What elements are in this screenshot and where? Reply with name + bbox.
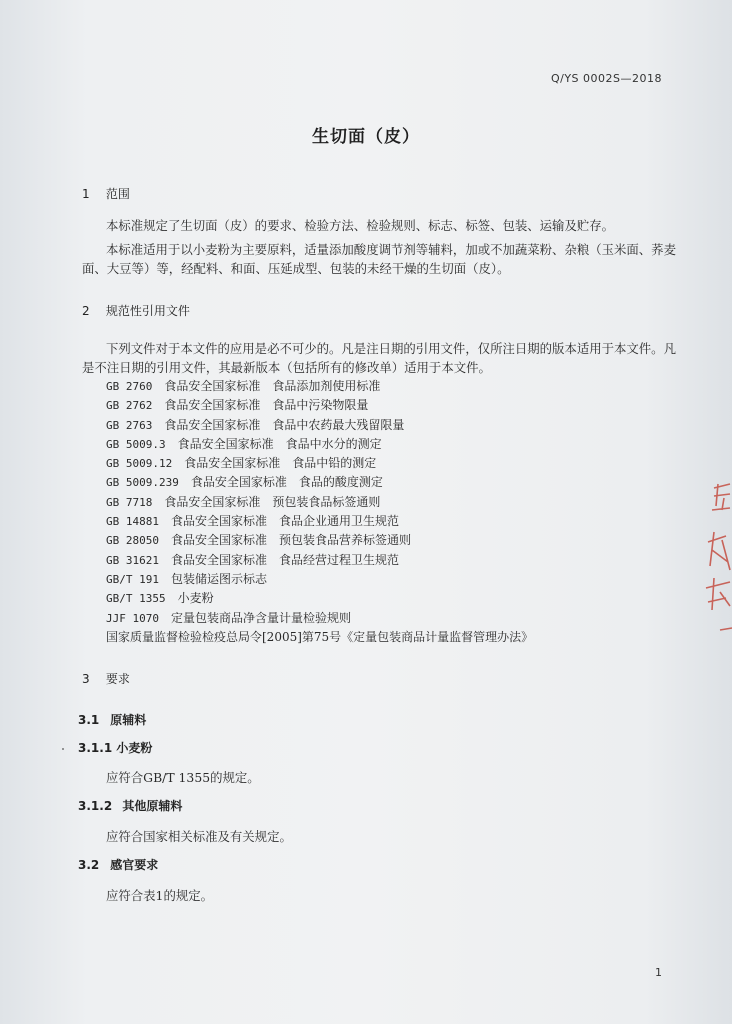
scope-paragraph-2: 本标准适用于以小麦粉为主要原料，适量添加酸度调节剂等辅料，加或不加蔬菜粉、杂粮（玉米面、荞麦面、大豆等）等，经配料、和面、压延成型、包装的未经干燥的生切面（皮）。 <box>82 242 676 276</box>
reference-title: 食品安全国家标准 食品中污染物限量 <box>164 398 369 413</box>
section-title: 范围 <box>105 187 130 201</box>
section-heading-normative-references <box>82 302 190 319</box>
reference-code: GB/T 1355 <box>106 592 166 606</box>
page-title: 生切面（皮） <box>312 127 420 147</box>
section-number: 2 <box>82 304 90 318</box>
references-intro-paragraph: 下列文件对于本文件的应用是必不可少的。凡是注日期的引用文件，仅所注日期的版本适用于本文件。凡是不注日期的引用文件，其最新版本（包括所有的修改单）适用于本文件。 <box>82 341 676 375</box>
reference-title: 食品安全国家标准 食品企业通用卫生规范 <box>171 514 400 529</box>
reference-code: GB/T 191 <box>106 572 159 586</box>
section-title: 其他原辅料 <box>122 799 183 813</box>
reference-code: GB 5009.239 <box>106 476 179 490</box>
reference-title: 食品安全国家标准 食品的酸度测定 <box>190 475 383 490</box>
reference-item <box>106 493 533 512</box>
reference-title: 食品安全国家标准 预包装食品营养标签通则 <box>171 533 412 548</box>
reference-title: 定量包装商品净含量计量检验规则 <box>171 610 352 625</box>
section-title: 要求 <box>105 672 130 686</box>
reference-item <box>106 377 533 396</box>
reference-item <box>106 416 533 435</box>
section-heading-scope <box>82 185 130 202</box>
section-title: 原辅料 <box>110 713 147 727</box>
reference-title: 包装储运图示标志 <box>171 571 268 586</box>
reference-title: 食品安全国家标准 食品经营过程卫生规范 <box>171 552 400 567</box>
scope-paragraph-1: 本标准规定了生切面（皮）的要求、检验方法、检验规则、标志、标签、包装、运输及贮存。 <box>106 218 615 233</box>
reference-code: GB 2760 <box>106 380 153 393</box>
section-number: 3 <box>82 672 90 686</box>
reference-title: 食品安全国家标准 食品中铅的测定 <box>184 456 377 471</box>
reference-item <box>106 531 533 550</box>
section-number: 3.1 <box>78 713 100 727</box>
reference-item <box>106 435 533 454</box>
section-number: 3.2 <box>78 858 100 872</box>
section-heading-other-materials <box>78 797 182 814</box>
reference-title: 食品安全国家标准 食品中水分的测定 <box>177 436 382 451</box>
section-heading-wheat-flour <box>78 739 152 756</box>
page-number: 1 <box>655 966 662 979</box>
reference-title: 小麦粉 <box>177 591 214 606</box>
reference-code: GB 5009.3 <box>106 437 166 451</box>
section-heading-requirements <box>82 670 130 687</box>
seal-stamp-fragment-icon <box>700 470 732 650</box>
reference-code: JJF 1070 <box>106 611 159 625</box>
reference-item <box>106 628 533 647</box>
reference-item <box>106 512 533 531</box>
other-materials-requirement: 应符合国家相关标准及有关规定。 <box>106 829 292 844</box>
reference-item <box>106 551 533 570</box>
reference-title: 食品安全国家标准 食品中农药最大残留限量 <box>164 417 405 432</box>
reference-list <box>106 377 533 647</box>
reference-code: GB 5009.12 <box>106 457 173 471</box>
reference-code: GB 14881 <box>106 515 159 529</box>
reference-item <box>106 589 533 608</box>
reference-item <box>106 473 533 492</box>
reference-item <box>106 570 533 589</box>
section-heading-raw-materials <box>78 711 146 728</box>
section-heading-sensory <box>78 856 158 873</box>
reference-title: 国家质量监督检验检疫总局令[2005]第75号《定量包装商品计量监督管理办法》 <box>106 629 534 644</box>
scan-speck <box>62 748 64 750</box>
wheat-flour-requirement: 应符合GB/T 1355的规定。 <box>106 770 260 785</box>
reference-item <box>106 454 533 473</box>
section-number: 3.1.2 <box>78 799 113 813</box>
section-title: 小麦粉 <box>116 741 153 755</box>
reference-code: GB 2763 <box>106 418 153 432</box>
reference-item <box>106 609 533 628</box>
standard-code: Q/YS 0002S—2018 <box>550 72 662 85</box>
reference-code: GB 7718 <box>106 495 153 509</box>
reference-title: 食品安全国家标准 食品添加剂使用标准 <box>164 379 381 393</box>
reference-code: GB 31621 <box>106 553 159 567</box>
section-number: 3.1.1 <box>78 741 113 755</box>
section-number: 1 <box>82 187 90 201</box>
reference-title: 食品安全国家标准 预包装食品标签通则 <box>164 494 381 509</box>
section-title: 规范性引用文件 <box>105 304 190 318</box>
reference-item <box>106 396 533 415</box>
sensory-requirement: 应符合表1的规定。 <box>106 888 214 903</box>
reference-code: GB 28050 <box>106 534 159 548</box>
reference-code: GB 2762 <box>106 399 153 413</box>
section-title: 感官要求 <box>110 858 159 872</box>
